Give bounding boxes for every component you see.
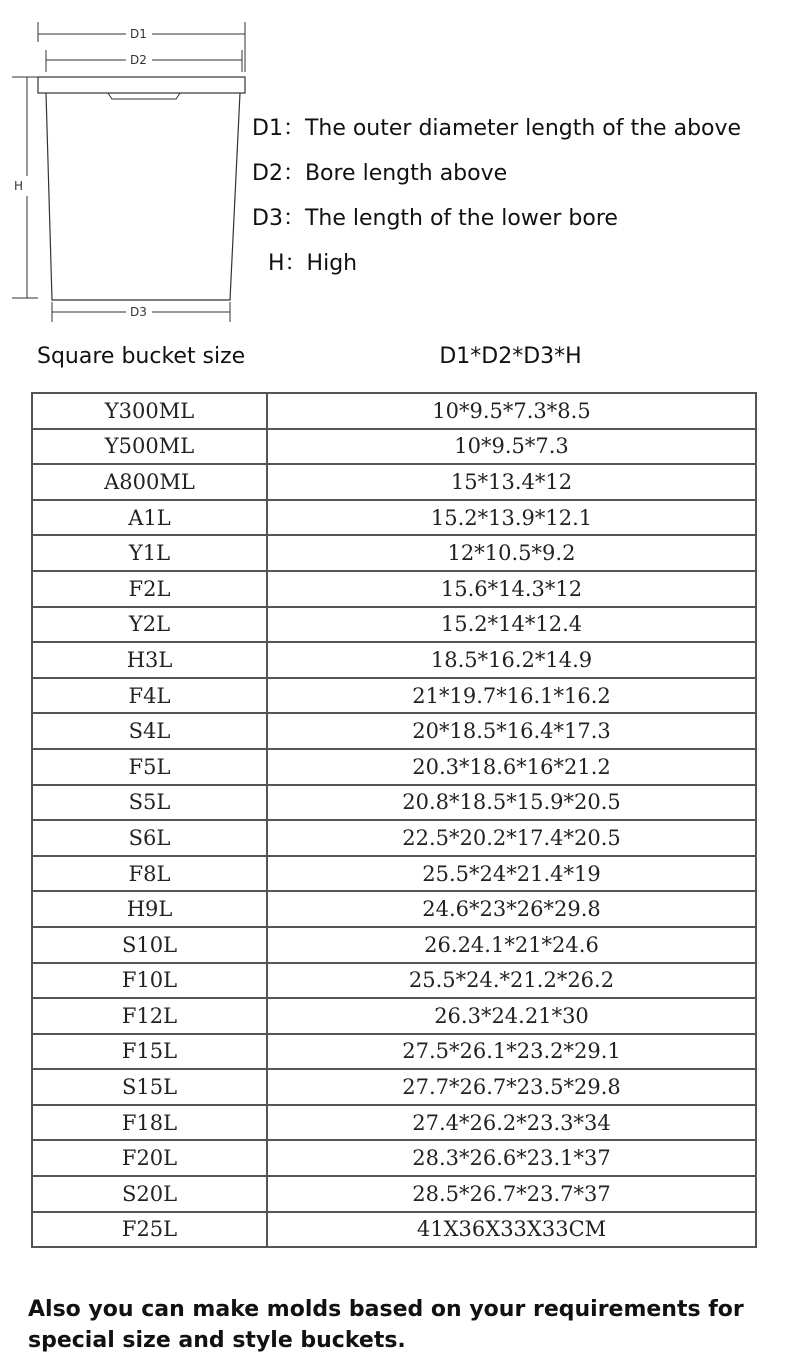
h-label: H: [14, 179, 24, 193]
dimensions-cell: 21*19.7*16.1*16.2: [267, 678, 756, 714]
legend-item-h: H：High: [268, 251, 358, 276]
d1-label: D1: [130, 27, 147, 41]
size-column-header: Square bucket size: [37, 344, 246, 369]
table-row: [32, 820, 756, 856]
dimensions-cell: 28.3*26.6*23.1*37: [267, 1140, 756, 1176]
dimensions-cell: 27.7*26.7*23.5*29.8: [267, 1069, 756, 1105]
dimensions-cell: 15.2*13.9*12.1: [267, 500, 756, 536]
table-row: [32, 785, 756, 821]
dimensions-cell: 26.24.1*21*24.6: [267, 927, 756, 963]
table-row: [32, 607, 756, 643]
table-row: [32, 464, 756, 500]
size-cell: F18L: [32, 1105, 267, 1141]
size-cell: A800ML: [32, 464, 267, 500]
dimensions-cell: 20*18.5*16.4*17.3: [267, 713, 756, 749]
size-cell: F15L: [32, 1034, 267, 1070]
size-cell: S6L: [32, 820, 267, 856]
size-cell: F12L: [32, 998, 267, 1034]
legend-item-d2: D2：Bore length above: [252, 161, 508, 186]
table-row: [32, 1105, 756, 1141]
size-cell: F2L: [32, 571, 267, 607]
dimensions-cell: 20.8*18.5*15.9*20.5: [267, 785, 756, 821]
size-cell: F25L: [32, 1212, 267, 1248]
dimensions-cell: 26.3*24.21*30: [267, 998, 756, 1034]
dimensions-column-header: D1*D2*D3*H: [439, 344, 582, 369]
table-row: [32, 927, 756, 963]
dimensions-cell: 15.6*14.3*12: [267, 571, 756, 607]
table-row: [32, 1212, 756, 1248]
table-row: [32, 535, 756, 571]
dimensions-cell: 10*9.5*7.3: [267, 429, 756, 465]
size-cell: Y1L: [32, 535, 267, 571]
dimensions-cell: 22.5*20.2*17.4*20.5: [267, 820, 756, 856]
table-row: [32, 713, 756, 749]
dimensions-cell: 24.6*23*26*29.8: [267, 891, 756, 927]
table-row: [32, 998, 756, 1034]
custom-mold-note: Also you can make molds based on your requirements for special size and style buckets.: [28, 1297, 744, 1353]
size-cell: S20L: [32, 1176, 267, 1212]
dimensions-cell: 10*9.5*7.3*8.5: [267, 393, 756, 429]
dimension-legend: [252, 112, 741, 292]
size-cell: F8L: [32, 856, 267, 892]
dimensions-cell: 20.3*18.6*16*21.2: [267, 749, 756, 785]
size-cell: Y500ML: [32, 429, 267, 465]
dimensions-cell: 12*10.5*9.2: [267, 535, 756, 571]
table-row: [32, 1140, 756, 1176]
dimensions-cell: 41X36X33X33CM: [267, 1212, 756, 1248]
dimensions-cell: 25.5*24.*21.2*26.2: [267, 963, 756, 999]
table-row: [32, 571, 756, 607]
d2-label: D2: [130, 53, 147, 67]
d3-label: D3: [130, 305, 147, 319]
size-cell: S10L: [32, 927, 267, 963]
dimensions-cell: 15.2*14*12.4: [267, 607, 756, 643]
size-cell: F20L: [32, 1140, 267, 1176]
dimensions-cell: 18.5*16.2*14.9: [267, 642, 756, 678]
bucket-size-table: [31, 392, 757, 1248]
table-row: [32, 429, 756, 465]
table-row: [32, 963, 756, 999]
size-cell: S15L: [32, 1069, 267, 1105]
legend-item-d3: D3：The length of the lower bore: [252, 206, 618, 231]
size-cell: S5L: [32, 785, 267, 821]
size-cell: A1L: [32, 500, 267, 536]
size-cell: S4L: [32, 713, 267, 749]
table-row: [32, 1034, 756, 1070]
dimensions-cell: 27.5*26.1*23.2*29.1: [267, 1034, 756, 1070]
size-cell: H9L: [32, 891, 267, 927]
bucket-dimension-diagram: [0, 0, 260, 330]
table-row: [32, 642, 756, 678]
dimensions-cell: 25.5*24*21.4*19: [267, 856, 756, 892]
dimensions-cell: 27.4*26.2*23.3*34: [267, 1105, 756, 1141]
size-cell: H3L: [32, 642, 267, 678]
size-cell: F5L: [32, 749, 267, 785]
legend-item-d1: D1：The outer diameter length of the above: [252, 116, 742, 141]
table-row: [32, 678, 756, 714]
size-cell: F4L: [32, 678, 267, 714]
size-cell: F10L: [32, 963, 267, 999]
table-row: [32, 749, 756, 785]
size-cell: Y300ML: [32, 393, 267, 429]
table-row: [32, 856, 756, 892]
dimensions-cell: 28.5*26.7*23.7*37: [267, 1176, 756, 1212]
dimensions-cell: 15*13.4*12: [267, 464, 756, 500]
table-row: [32, 500, 756, 536]
table-row: [32, 891, 756, 927]
size-cell: Y2L: [32, 607, 267, 643]
table-row: [32, 1069, 756, 1105]
table-row: [32, 1176, 756, 1212]
table-row: [32, 393, 756, 429]
